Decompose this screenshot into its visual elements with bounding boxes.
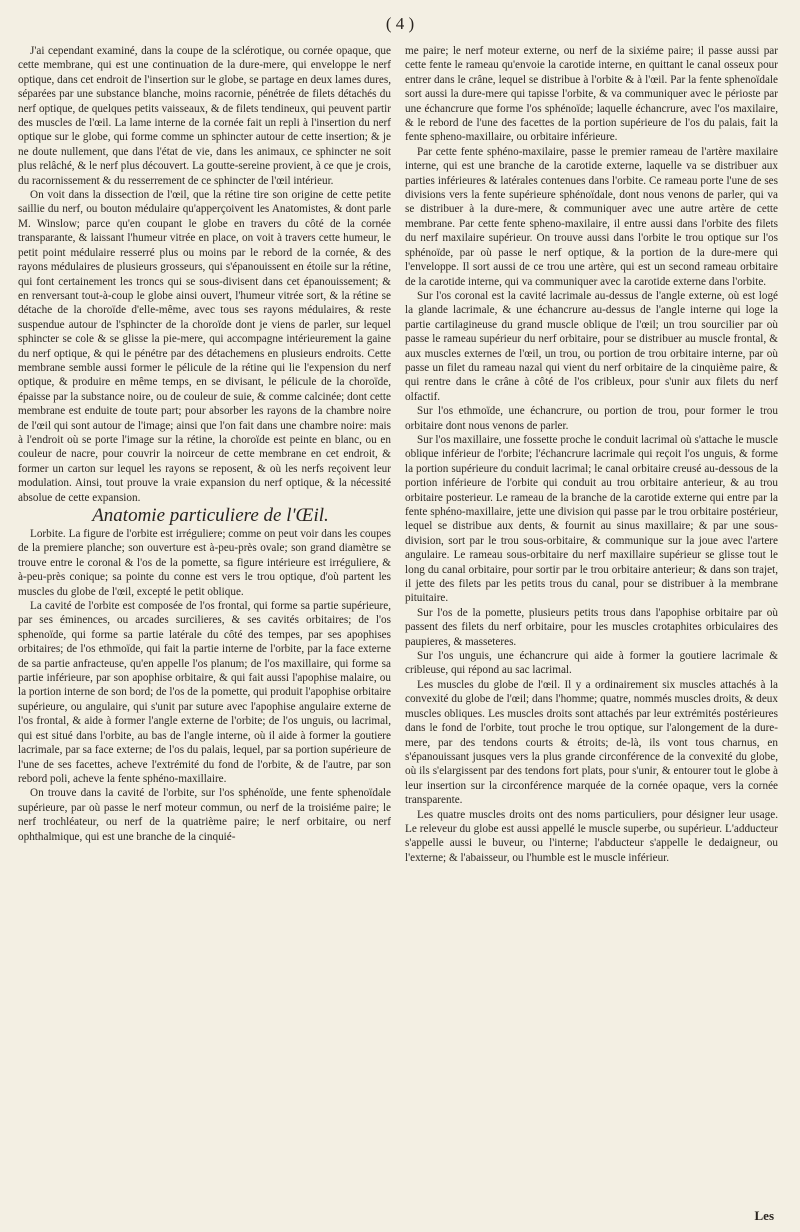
right-column <box>405 44 778 865</box>
section-heading: Anatomie particuliere de l'Œil. <box>92 505 329 526</box>
page-number: ( 4 ) <box>385 14 415 33</box>
text-columns <box>18 44 778 865</box>
paragraph: Sur l'os maxillaire, une fossette proche le conduit lacrimal où s'attache le muscle oblique inférieur de l'orbite; l'échancrure lacrimale qui reçoit l'os unguis, & forme la portion supérieure du conduit lacrimal; le canal orbitaire creusé au-dessous de la portion inférieure de l'orbite qui conduit au trou orbitaire anterieur, & au trou orbitaire posterieur. Le rameau de la branche de la carotide externe qui entre par la fente sphéno-maxillaire, jette une division qui passe par le trou orbitaire postérieur, lequel se distribue aux dents, & fournit au sinus maxillaire; & par une sous-division, sort par le trou sous-orbitaire, & communique sur la joue avec l'artere angulaire. Le rameau sous-orbitaire du nerf maxillaire supérieur se glisse tout le long du canal orbitaire, pour sortir par le trou orbitaire anterieur; & dans son trajet, il jette des filets par les petits trous du canal, pour se distribuer à la membrane pituitaire. <box>405 433 778 605</box>
paragraph: Lorbite. La figure de l'orbite est irréguliere; comme on peut voir dans les coupes de la premiere planche; son ouverture est à-peu-près ovale; son grand diamètre se trouve entre le coronal & l'os de la pomette, sa figure intérieure est irréguliere, & à-peu-près conique; sa pointe du conne est vers le trou optique, d'où partent les muscles du globe de l'œil, excepté le petit oblique. <box>18 528 391 598</box>
paragraph: Sur l'os unguis, une échancrure qui aide à former la goutiere lacrimale & cribleuse, qui répond au sac lacrimal. <box>405 650 778 677</box>
paragraph: On voit dans la dissection de l'œil, que la rétine tire son origine de cette petite saillie du nerf, ou bouton médulaire qu'apperçoivent les Anatomistes, & dont parle M. Winslow; parce qu'en coupant le globe en travers du côté de la cornée transparante, & laissant l'humeur vitrée en place, on voit à travers cette humeur, le petit point médulaire resserré plus ou moins par le rebord de la cornée, & des rayons médulaires de plusieurs grosseurs, qui s'épanouissent en étoile sur la rétine, qui font certainement les troncs qui se sous-divisent dans cet épanouissement; & en renversant tout-à-coup le globe ainsi ouvert, l'humeur vitrée sort, & la rétine se détache de la choroïde d'elle-même, avec tous ses rayons médulaires, & reste suspendue autour de l'sphincter de la choroïde dont je viens de parler, sur lequel sphincter se cole & se glisse la pie-mere, qui accompagne intérieurement la gaine du nerf optique, & qui le pénétre par des détachemens en plusieurs endroits. Cette membrane semble aussi former le pélicule de la rétine qui lie l'expension du nerf optique, & produire en même temps, en se divisant, le pélicule de la choroïde, épaisse par la substance noire, ou de couleur de suie, & comme calcinée; dont cette membrane est enduite de toute part; pour absorber les rayons de la chambre noire de l'œil qui sont autour de l'image; ainsi que l'on fait dans une chambre noire: mais à l'endroit où se porte l'image sur la rétine, la choroïde est peinte en blanc, ou en couleur de nacre, pour couvrir la noirceur de cette membrane en cet endroit, & former un carton sur lequel les rayons se reposent, & où les nerfs reçoivent leur modulation. Ainsi, tout prouve la vraie expansion du nerf optique, & la nécessité absolue de cette expansion. <box>18 189 391 504</box>
paragraph: Les quatre muscles droits ont des noms particuliers, pour désigner leur usage. Le releveur du globe est aussi appellé le muscle superbe, ou supérieur. L'adducteur s'appelle aussi le buveur, ou l'interne; l'abducteur s'appelle le dedaigneur, ou l'externe; & l'abaisseur, ou l'humble est le muscle inférieur. <box>405 808 778 864</box>
catchword: Les <box>754 1208 774 1223</box>
paragraph: On trouve dans la cavité de l'orbite, sur l'os sphénoïde, une fente sphenoïdale supérieure, par où passe le nerf moteur commun, ou nerf de la troisiéme paire; le nerf trochléateur, ou nerf de la quatrième paire; le nerf orbitaire, ou nerf ophthalmique, qui est une branche de la cinquié- <box>18 787 391 843</box>
left-column <box>18 44 391 865</box>
paragraph: Sur l'os ethmoïde, une échancrure, ou portion de trou, pour former le trou orbitaire dont nous venons de parler. <box>405 405 778 432</box>
paragraph: Les muscles du globe de l'œil. Il y a ordinairement six muscles attachés à la convexité du globe de l'œil; dans l'homme; quatre, nommés muscles droits, & deux muscles obliques. Les muscles droits sont attachés par leur extrémités postérieures dans le fond de l'orbite, tout proche le trou optique, sur l'alongement de la dure-mere, par des tendons courts & étroits; de-là, ils vont tous charnus, en s'épanouissant jusques vers la plus grande circonférence de la convexité du globe, où ils s'elargissent par des tendons fort plats, pour s'unir, & entourer tout le globe à leur insertion sur la circonférence marquée de la cornée opaque, vers la cornée transparente. <box>405 678 778 807</box>
paragraph: Sur l'os de la pomette, plusieurs petits trous dans l'apophise orbitaire par où passent des filets du nerf orbitaire, pour les muscles crotaphites orbiculaires des paupieres, & masseteres. <box>405 606 778 648</box>
paragraph: J'ai cependant examiné, dans la coupe de la sclérotique, ou cornée opaque, que cette membrane, qui est une continuation de la dure-mere, qui enveloppe le nerf optique, dans cet endroit de l'insertion sur le globe, se partage en deux lames dures, séparées par une substance blanche, moins racornie, pénétrée de filets détachés du nerf optique, de quelques petits vaisseaux, & de filets tendineux, qui peuvent partir des muscles de l'œil. La lame interne de la cornée fait un repli à l'insertion du nerf optique sur le globe, qui forme comme un sphincter autour de cette insertion; & je ne doute nullement, que dans l'état de vie, dans les animaux, ce sphincter ne soit plus relâché, & le nerf plus découvert. La goutte-sereine provient, à ce que je crois, du racornissement & du resserrement de ce sphincter de l'œil intérieur. <box>18 45 391 187</box>
paragraph: Par cette fente sphéno-maxilaire, passe le premier rameau de l'artère maxilaire interne, qui est une branche de la carotide externe, laquelle va se distribuer aux parties inférieures & latérales contenues dans l'orbite. Ce rameau porte l'une de ses divisions vers la fente supérieure sphénoïdale, dont nous venons de parler, qui va se distribuer à la dure-mere, & communiquer avec une autre artère de cette membrane. Par cette fente spheno-maxilaire, il entre aussi dans l'orbite des filets du nerf maxilaire supérieur. On trouve aussi dans l'orbite le trou optique sur l'os sphénoïde, par où passe le nerf optique, & la portion de la dure-mere qui l'enveloppe. Il sort aussi de ce trou une artère, qui est un second rameau orbitaire de la carotide interne, qui va communiquer avec la carotide externe dans l'orbite. <box>405 145 778 288</box>
paragraph: La cavité de l'orbite est composée de l'os frontal, qui forme sa partie supérieure, par ses éminences, ou arcades surcilieres, & ses cavités orbitaires; de l'os sphenoïde, qui forme sa partie latérale du côté des tempes, par ses apophises orbitaires; de l'os ethmoïde, qui fait la partie interne de l'orbite, par la face externe de sa partie anfracteuse, qu'en appelle l'os planum; de l'os maxillaire, qui forme sa partie inférieure, par son apophise orbitaire, & qui fait aussi l'apophise malaire, ou la portion interne de son bord; de l'os de la pomette, qui produit l'apophise orbitaire supérieure, ou angulaire, qui s'unit par suture avec l'apophise angulaire externe de l'os frontal, & aide à former l'angle externe de l'orbite; de l'os unguis, ou lacrimal, qui est situé dans l'orbite, au bas de l'angle interne, où il aide à former la goutiere lacrimale, par sa face externe; de l'os du palais, lequel, par sa portion supérieure de l'une de ses facettes, acheve l'extrémité du fond de l'orbite, & de l'autre, par son rebord poli, acheve la fente sphéno-maxillaire. <box>18 600 391 785</box>
paragraph: Sur l'os coronal est la cavité lacrimale au-dessus de l'angle externe, où est logé la glande lacrimale, & une échancrure au-dessus de l'angle interne qui loge la partie cartilagineuse du grand muscle oblique de l'œil; un trou sourcilier par où passe le rameau supérieur du nerf orbitaire, pour se distribuer au muscle frontal, & aux muscles externes de l'œil, un trou, ou portion de trou orbitaire interne, par où passe un filet du rameau nazal qui vient du nerf orbitaire de la cinquième paire, & qui rentre dans le crâne à côté de l'os cribleux, pour s'unir aux filets du nerf olfactif. <box>405 289 778 403</box>
paragraph: me paire; le nerf moteur externe, ou nerf de la sixiéme paire; il passe aussi par cette fente le rameau qu'envoie la carotide interne, en quittant le canal osseux pour entrer dans le crâne, lequel se distribue à l'orbite & à l'œil. Par la fente sphenoïdale sort aussi la dure-mere qui tapisse l'orbite, & va communiquer avec le périoste par une échancrure que forme l'os sphénoïde; laquelle échancrure, avec l'os maxilaire, & le rebord de l'une des facettes de la portion supérieure de l'os du palais, fait la fente spheno-maxillaire, ou orbitaire inférieure. <box>405 45 778 144</box>
